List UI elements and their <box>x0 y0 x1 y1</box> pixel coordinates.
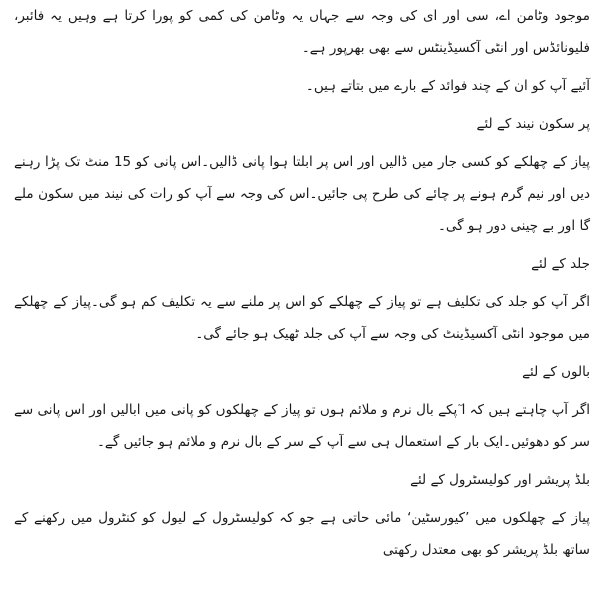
section-heading-hair: بالوں کے لئے <box>522 364 590 380</box>
sleep-paragraph: پیاز کے چھلکے کو کسی جار میں ڈالیں اور اس پر ابلتا ہوا پانی ڈالیں۔اس پانی کو 15 منٹ تک پڑا رہنے دیں اور نیم گرم ہونے پر چائے کی طرح پی جائیں۔اس کی وجہ سے آپ کو رات کی نیند میں سکون ملے گا اور بے چینی دور ہو گی۔ <box>14 154 590 234</box>
intro-lead-paragraph: آئیے آپ کو ان کے چند فوائد کے بارے میں بتاتے ہیں۔ <box>305 78 590 94</box>
section-heading-skin: جلد کے لئے <box>531 256 590 272</box>
section-heading-sleep: پر سکون نیند کے لئے <box>476 116 590 132</box>
hair-paragraph: اگر آپ چاہتے ہیں کہ ا ٓپکے بال نرم و ملائم ہوں تو پیاز کے چھلکوں کو پانی میں ابالیں اور اس پانی سے سر کو دھوئیں۔ایک بار کے استعمال ہی سے آپ کے سر کے بال نرم و ملائم ہو جائیں گے۔ <box>14 402 590 450</box>
intro-paragraph: موجود وٹامن اے، سی اور ای کی وجہ سے جہاں یہ وٹامن کی کمی کو پورا کرتا ہے وہیں یہ فائبر، فلیونائڈس اور انٹی آکسیڈینٹس سے بھی بھرپور ہے۔ <box>14 8 590 56</box>
skin-paragraph: اگر آپ کو جلد کی تکلیف ہے تو پیاز کے چھلکے کو اس پر ملنے سے یہ تکلیف کم ہو گی۔پیاز کے چھلکے میں موجود انٹی آکسیڈینٹ کی وجہ سے آپ کی جلد ٹھیک ہو جائے گی۔ <box>14 294 590 342</box>
section-heading-blood-pressure: بلڈ پریشر اور کولیسٹرول کے لئے <box>410 472 590 488</box>
blood-pressure-paragraph: پیاز کے چھلکوں میں ’کیورسٹین‘ مائی حاتی ہے جو کہ کولیسٹرول کے لیول کو کنٹرول میں رکھنے کے ساتھ بلڈ پریشر کو بھی معتدل رکھتی <box>14 510 590 558</box>
